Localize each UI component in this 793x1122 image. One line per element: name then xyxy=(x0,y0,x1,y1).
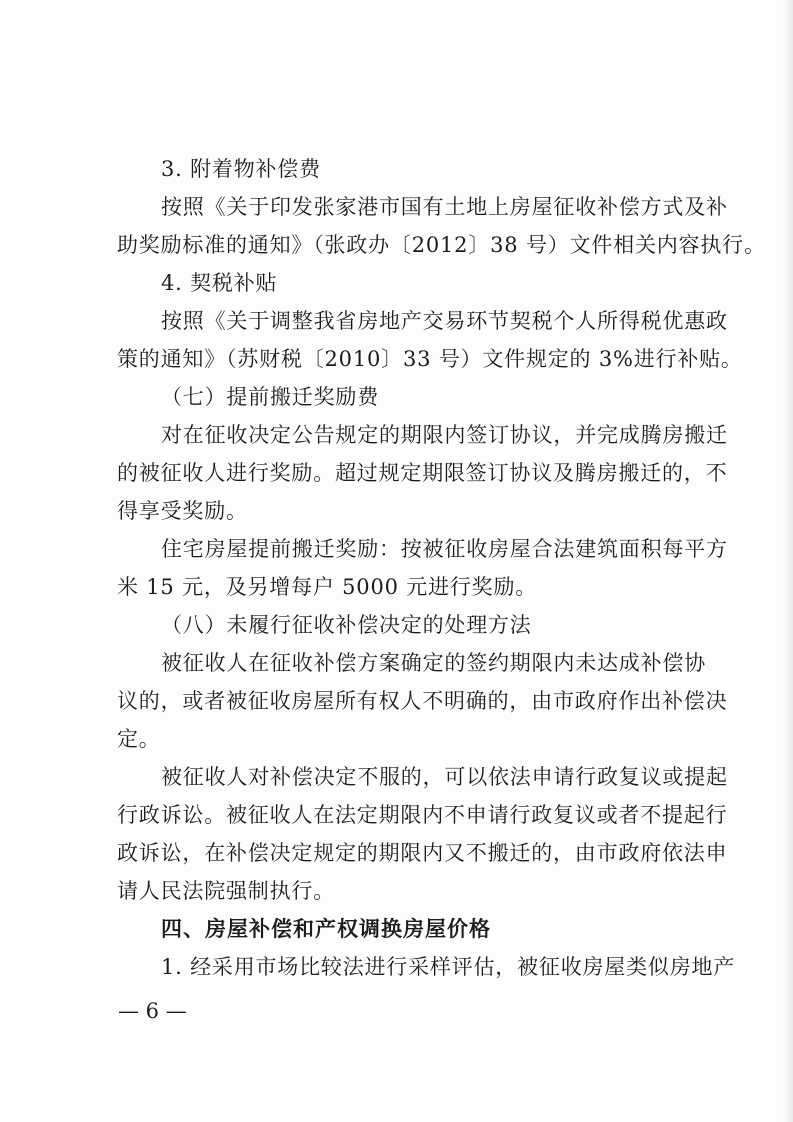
paragraph-line: 行政诉讼。被征收人在法定期限内不申请行政复议或者不提起行 xyxy=(117,803,728,827)
scan-edge xyxy=(783,0,793,1122)
paragraph-line: 请人民法院强制执行。 xyxy=(117,879,335,903)
paragraph-line: 1. 经采用市场比较法进行采样评估，被征收房屋类似房地产 xyxy=(161,955,736,979)
paragraph-line: 米 15 元，及另增每户 5000 元进行奖励。 xyxy=(117,575,538,599)
paragraph-line: 的被征收人进行奖励。超过规定期限签订协议及腾房搬迁的，不 xyxy=(117,461,728,485)
paragraph-line: 被征收人对补偿决定不服的，可以依法申请行政复议或提起 xyxy=(161,765,728,789)
paragraph-line: 议的，或者被征收房屋所有权人不明确的，由市政府作出补偿决 xyxy=(117,689,728,713)
section-heading-8: （八）未履行征收补偿决定的处理方法 xyxy=(161,613,532,637)
paragraph-line: 对在征收决定公告规定的期限内签订协议，并完成腾房搬迁 xyxy=(161,423,728,447)
paragraph-line: 策的通知》（苏财税〔2010〕33 号）文件规定的 3%进行补贴。 xyxy=(117,347,743,371)
item-heading-4: 4. 契税补贴 xyxy=(161,271,278,295)
section-heading-four: 四、房屋补偿和产权调换房屋价格 xyxy=(161,917,491,941)
paragraph-line: 被征收人在征收补偿方案确定的签约期限内未达成补偿协 xyxy=(161,651,706,675)
item-heading-3: 3. 附着物补偿费 xyxy=(161,157,321,181)
paragraph-line: 按照《关于印发张家港市国有土地上房屋征收补偿方式及补 xyxy=(161,195,728,219)
paragraph-line: 定。 xyxy=(117,727,161,751)
section-heading-7: （七）提前搬迁奖励费 xyxy=(161,385,379,409)
paragraph-line: 按照《关于调整我省房地产交易环节契税个人所得税优惠政 xyxy=(161,309,728,333)
paragraph-line: 住宅房屋提前搬迁奖励：按被征收房屋合法建筑面积每平方 xyxy=(161,537,728,561)
paragraph-line: 得享受奖励。 xyxy=(117,499,248,523)
paragraph-line: 助奖励标准的通知》（张政办〔2012〕38 号）文件相关内容执行。 xyxy=(117,233,766,257)
paragraph-line: 政诉讼，在补偿决定规定的期限内又不搬迁的，由市政府依法申 xyxy=(117,841,728,865)
page-number: — 6 — xyxy=(118,999,187,1023)
